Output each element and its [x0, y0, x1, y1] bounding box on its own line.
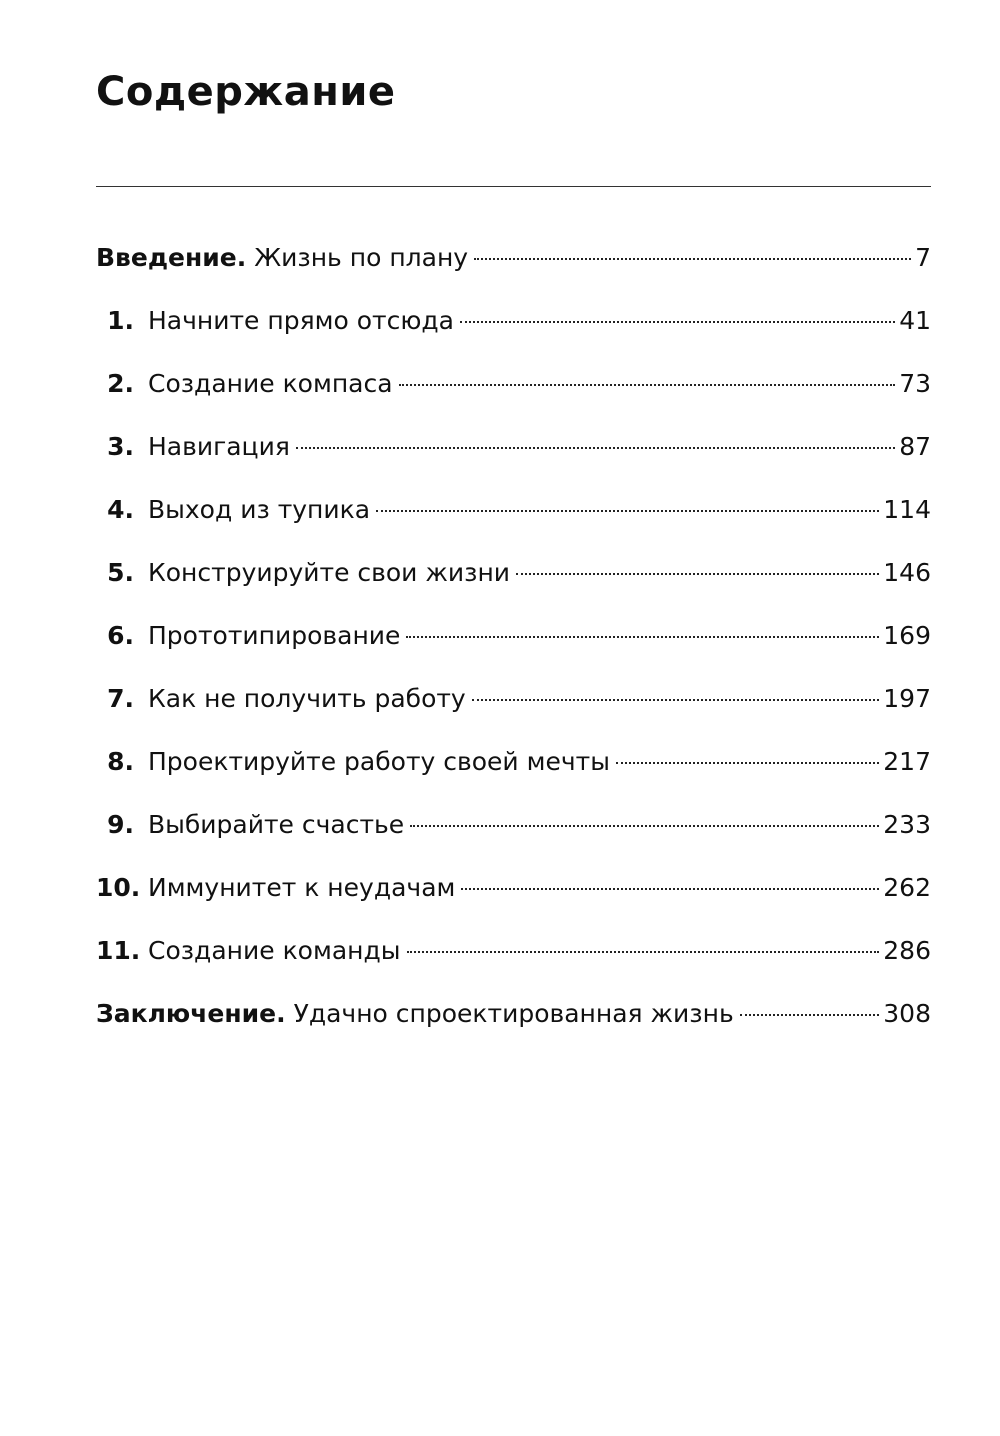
toc-entry-page: 233	[883, 810, 931, 839]
toc-entry-chapter-6[interactable]	[96, 604, 931, 667]
toc-entry-title: Жизнь по плану	[254, 243, 469, 272]
toc-entry-chapter-8[interactable]	[96, 730, 931, 793]
toc-entry-number: 10.	[96, 873, 141, 902]
table-of-contents	[96, 226, 931, 1045]
toc-dot-leader	[461, 888, 879, 890]
toc-entry-number: 6.	[107, 621, 134, 650]
toc-entry-chapter-9[interactable]	[96, 793, 931, 856]
toc-dot-leader	[407, 951, 880, 953]
toc-entry-page: 169	[883, 621, 931, 650]
toc-entry-page: 217	[883, 747, 931, 776]
toc-entry-number: 3.	[107, 432, 134, 461]
toc-entry-chapter-7[interactable]	[96, 667, 931, 730]
toc-entry-page: 262	[883, 873, 931, 902]
toc-entry-prefix: Введение.	[96, 243, 247, 272]
toc-dot-leader	[399, 384, 896, 386]
toc-dot-leader	[516, 573, 879, 575]
toc-entry-number: 1.	[107, 306, 134, 335]
toc-entry-number: 8.	[107, 747, 134, 776]
toc-entry-page: 197	[883, 684, 931, 713]
toc-dot-leader	[740, 1014, 880, 1016]
toc-entry-page: 286	[883, 936, 931, 965]
toc-entry-number: 2.	[107, 369, 134, 398]
toc-entry-number: 7.	[107, 684, 134, 713]
toc-dot-leader	[410, 825, 879, 827]
toc-entry-title: Прототипирование	[148, 621, 401, 650]
toc-dot-leader	[474, 258, 911, 260]
toc-entry-chapter-10[interactable]	[96, 856, 931, 919]
toc-entry-introduction[interactable]	[96, 226, 931, 289]
toc-entry-chapter-3[interactable]	[96, 415, 931, 478]
toc-entry-page: 308	[883, 999, 931, 1028]
toc-entry-conclusion[interactable]	[96, 982, 931, 1045]
toc-entry-title: Выбирайте счастье	[148, 810, 405, 839]
toc-entry-title: Как не получить работу	[148, 684, 466, 713]
toc-entry-chapter-4[interactable]	[96, 478, 931, 541]
toc-entry-title: Иммунитет к неудачам	[148, 873, 456, 902]
toc-entry-chapter-5[interactable]	[96, 541, 931, 604]
toc-dot-leader	[406, 636, 879, 638]
toc-entry-page: 41	[899, 306, 931, 335]
toc-entry-number: 9.	[107, 810, 134, 839]
toc-entry-page: 73	[899, 369, 931, 398]
toc-entry-title: Удачно спроектированная жизнь	[293, 999, 734, 1028]
toc-entry-page: 146	[883, 558, 931, 587]
toc-entry-number: 5.	[107, 558, 134, 587]
toc-entry-title: Создание компаса	[148, 369, 393, 398]
toc-entry-number: 4.	[107, 495, 134, 524]
toc-entry-prefix: Заключение.	[96, 999, 286, 1028]
toc-entry-title: Проектируйте работу своей мечты	[148, 747, 610, 776]
toc-entry-page: 114	[883, 495, 931, 524]
toc-entry-title: Конструируйте свои жизни	[148, 558, 511, 587]
toc-entry-chapter-1[interactable]	[96, 289, 931, 352]
toc-dot-leader	[616, 762, 879, 764]
toc-entry-page: 7	[915, 243, 931, 272]
toc-entry-chapter-11[interactable]	[96, 919, 931, 982]
page-title: Содержание	[96, 69, 396, 115]
toc-entry-title: Создание команды	[148, 936, 401, 965]
toc-dot-leader	[472, 699, 880, 701]
toc-dot-leader	[376, 510, 879, 512]
toc-entry-title: Навигация	[148, 432, 290, 461]
title-divider	[96, 186, 931, 187]
toc-dot-leader	[460, 321, 895, 323]
toc-entry-page: 87	[899, 432, 931, 461]
toc-entry-title: Выход из тупика	[148, 495, 371, 524]
toc-entry-title: Начните прямо отсюда	[148, 306, 454, 335]
toc-dot-leader	[296, 447, 895, 449]
toc-entry-chapter-2[interactable]	[96, 352, 931, 415]
toc-entry-number: 11.	[96, 936, 141, 965]
